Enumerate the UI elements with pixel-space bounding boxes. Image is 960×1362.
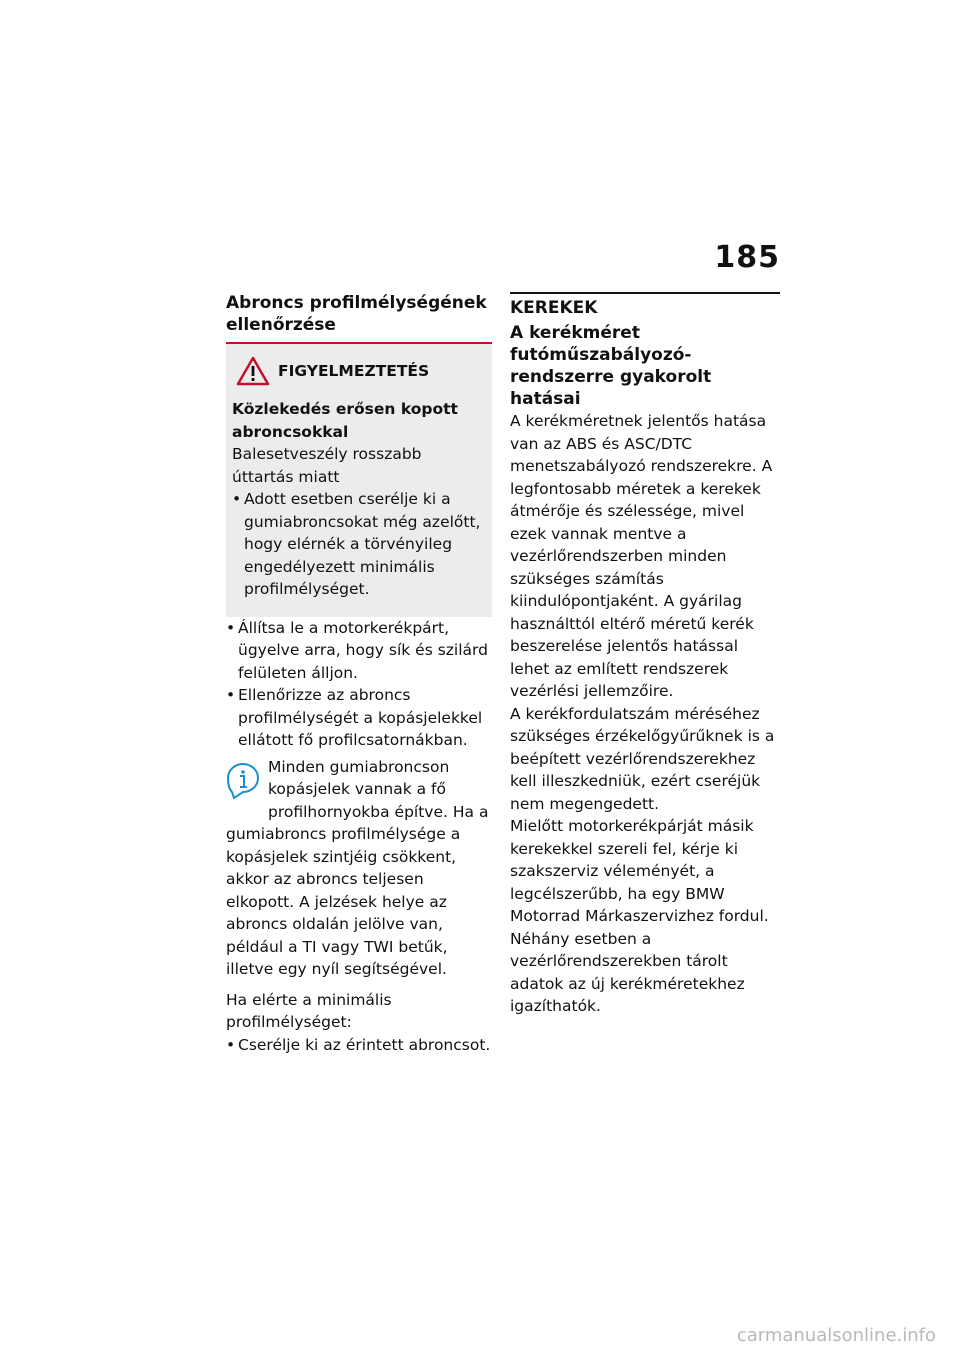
- paragraph: A kerékméretnek jelentős hatása van az ABS és ASC/DTC menetszabályozó rendszerekre. A legfontosabb méretek a kerekek átmérője és szélessége, mivel ezek vannak mentve a vezérlőrendszerben minden szükséges számítás kiindulópontjaként. A gyárilag használttól eltérő méretű kerék beszerelése jelentős hatással lehet az említett rendszerek vezérlési jellemzőire.: [510, 412, 773, 700]
- section-heading: Abroncs profilmélységének ellenőrzése: [226, 293, 487, 335]
- warning-triangle-icon: [236, 356, 270, 386]
- list-item: • Cserélje ki az érintett abroncsot.: [226, 1034, 492, 1057]
- left-column: [226, 292, 492, 1056]
- warning-body: Balesetveszély rosszabb úttartás miatt: [232, 445, 422, 486]
- warning-title: Közlekedés erősen kopott abroncsokkal: [232, 400, 458, 441]
- warning-label: FIGYELMEZTETÉS: [278, 362, 430, 380]
- warning-bullet: • Adott esetben cserélje ki a gumiabroncsokat még azelőtt, hogy elérnék a törvényileg engedélyezett minimális profilmélységet.: [232, 488, 484, 601]
- info-note: [226, 756, 492, 981]
- section-title: KEREKEK: [510, 298, 598, 318]
- paragraph: A kerékfordulatszám méréséhez szükséges érzékelőgyűrűknek is a beépített vezérlőrendszerekhez kell illeszkedniük, ezért cseréjük nem megengedett.: [510, 704, 775, 813]
- subheading: A kerékméret futóműszabályozó-rendszerre gyakorolt hatásai: [510, 323, 712, 409]
- step-list: [226, 617, 492, 752]
- page-number: 185: [714, 240, 780, 275]
- right-column: [510, 292, 780, 1018]
- condition-text: Ha elérte a minimális profilmélységet:: [226, 990, 392, 1031]
- list-item: • Állítsa le a motorkerékpárt, ügyelve arra, hogy sík és szilárd felületen álljon.: [226, 617, 492, 685]
- paragraph: Mielőtt motorkerékpárját másik kerekekkel szereli fel, kérje ki szakszerviz véleményét, a legcélszerűbb, ha egy BMW Motorrad Márkaszervizhez fordul. Néhány esetben a vezérlőrendszerekben tárolt adatok az új kerékméretekhez igazíthatók.: [510, 817, 769, 1015]
- list-item: • Ellenőrizze az abroncs profilmélységét a kopásjelekkel ellátott fő profilcsatornákban.: [226, 684, 492, 752]
- watermark: carmanualsonline.info: [736, 1325, 936, 1346]
- info-icon: [226, 762, 260, 800]
- warning-header: [236, 356, 484, 386]
- section-rule: [510, 292, 780, 294]
- warning-box: [226, 344, 492, 617]
- info-text: Minden gumiabroncson kopásjelek vannak a fő profilhornyokba építve. Ha a gumiabroncs profilmélysége a kopásjelek szintjéig csökkent, akkor az abroncs teljesen elkopott. A jelzések helye az abroncs oldalán jelölve van, például a TI vagy TWI betűk, illetve egy nyíl segítségével.: [226, 757, 489, 978]
